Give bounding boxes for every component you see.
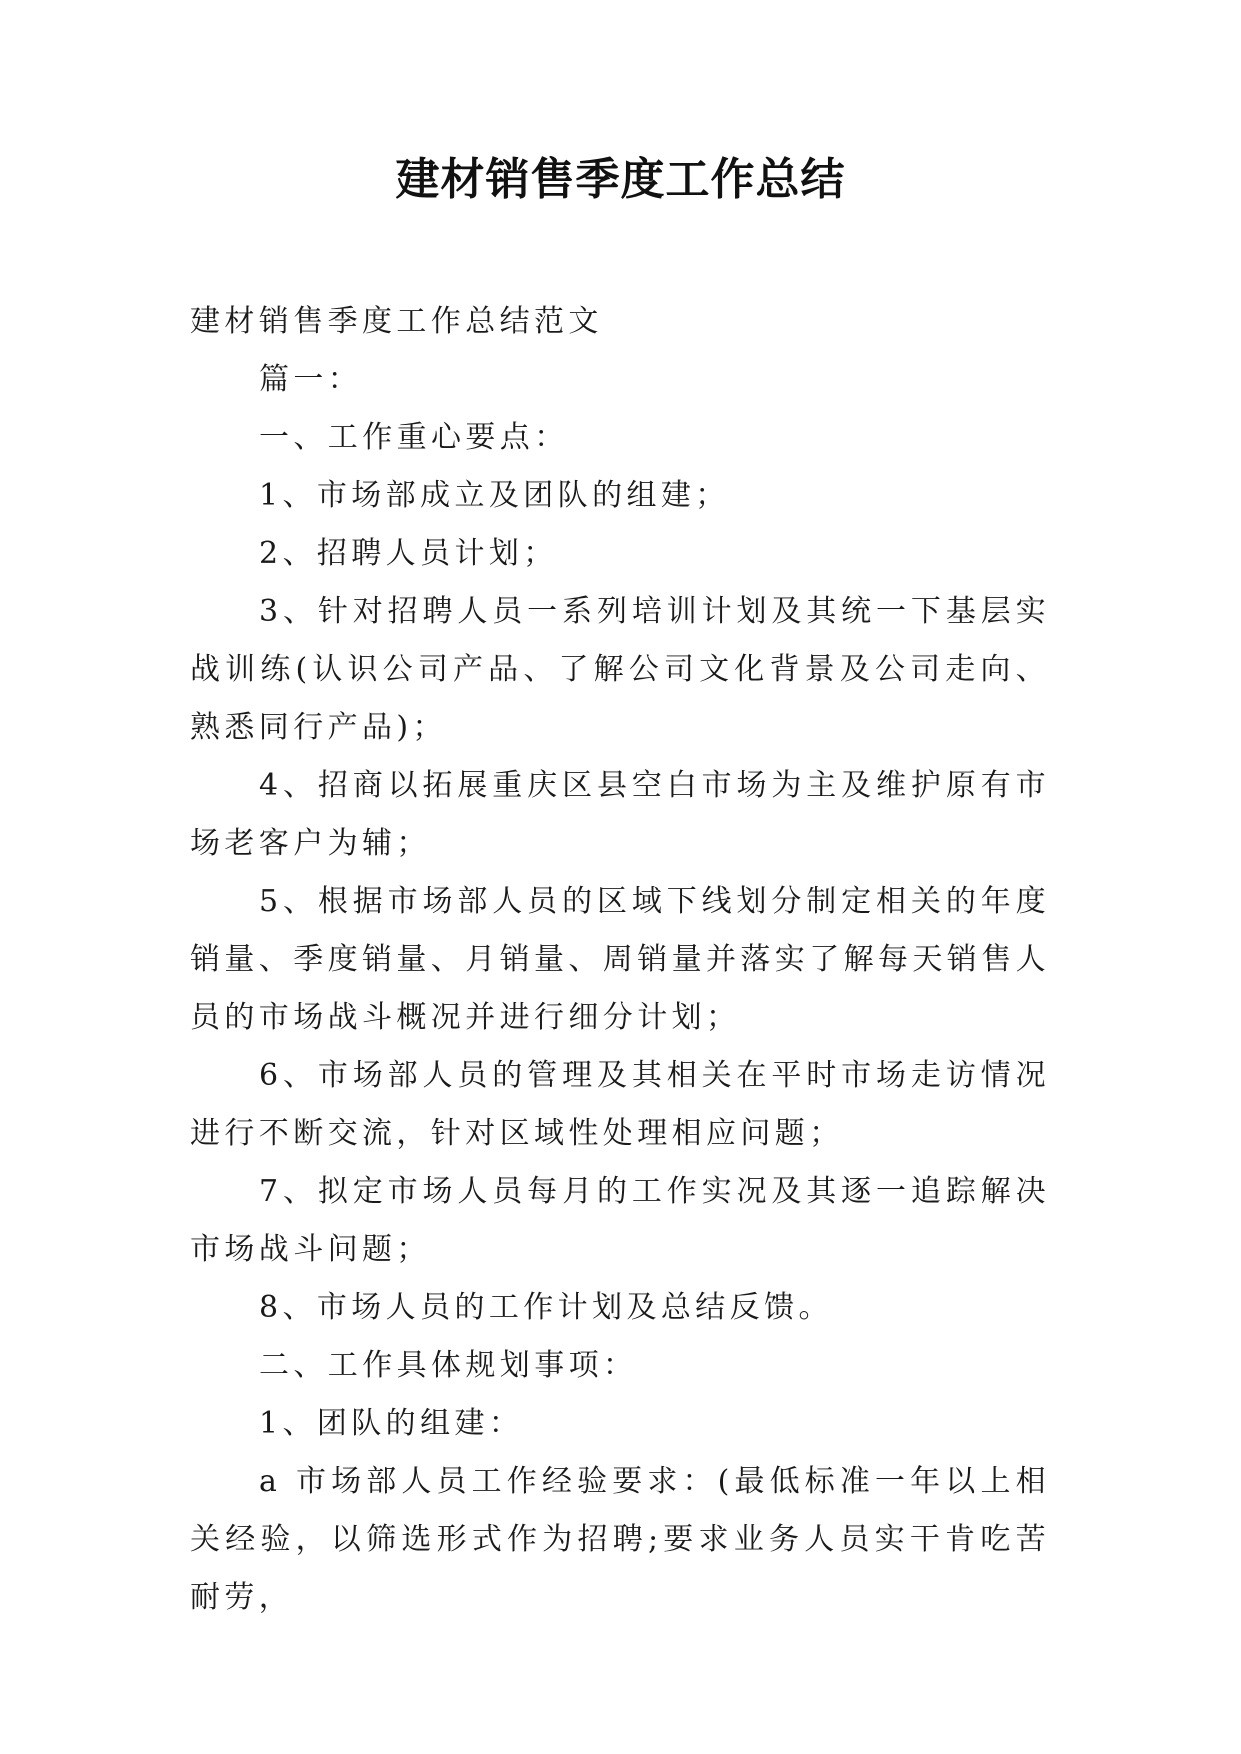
subtitle-paragraph: 建材销售季度工作总结范文 xyxy=(190,304,603,339)
list-item: 8、市场人员的工作计划及总结反馈。 xyxy=(259,1290,833,1325)
list-item: 6、市场部人员的管理及其相关在平时市场走访情况进行不断交流，针对区域性处理相应问题； xyxy=(190,1058,1050,1151)
list-item: 7、拟定市场人员每月的工作实况及其逐一追踪解决市场战斗问题； xyxy=(190,1174,1050,1267)
list-item: 2、招聘人员计划； xyxy=(259,536,558,571)
list-item: 1、市场部成立及团队的组建； xyxy=(259,478,730,513)
document-body xyxy=(190,293,1050,1627)
list-item: 1、团队的组建： xyxy=(259,1406,524,1441)
list-item: 4、招商以拓展重庆区县空白市场为主及维护原有市场老客户为辅； xyxy=(190,768,1050,861)
list-item: 3、针对招聘人员一系列培训计划及其统一下基层实战训练(认识公司产品、了解公司文化背景及公司走向、熟悉同行产品)； xyxy=(190,594,1050,745)
list-item: 5、根据市场部人员的区域下线划分制定相关的年度销量、季度销量、月销量、周销量并落实了解每天销售人员的市场战斗概况并进行细分计划； xyxy=(190,884,1050,1035)
document-title: 建材销售季度工作总结 xyxy=(395,154,846,205)
section-heading: 一、工作重心要点： xyxy=(259,420,569,455)
section-heading: 二、工作具体规划事项： xyxy=(259,1348,638,1383)
list-item: a 市场部人员工作经验要求：(最低标准一年以上相关经验，以筛选形式作为招聘;要求业务人员实干肯吃苦耐劳， xyxy=(190,1464,1050,1615)
paragraph: 篇一： xyxy=(259,362,363,397)
